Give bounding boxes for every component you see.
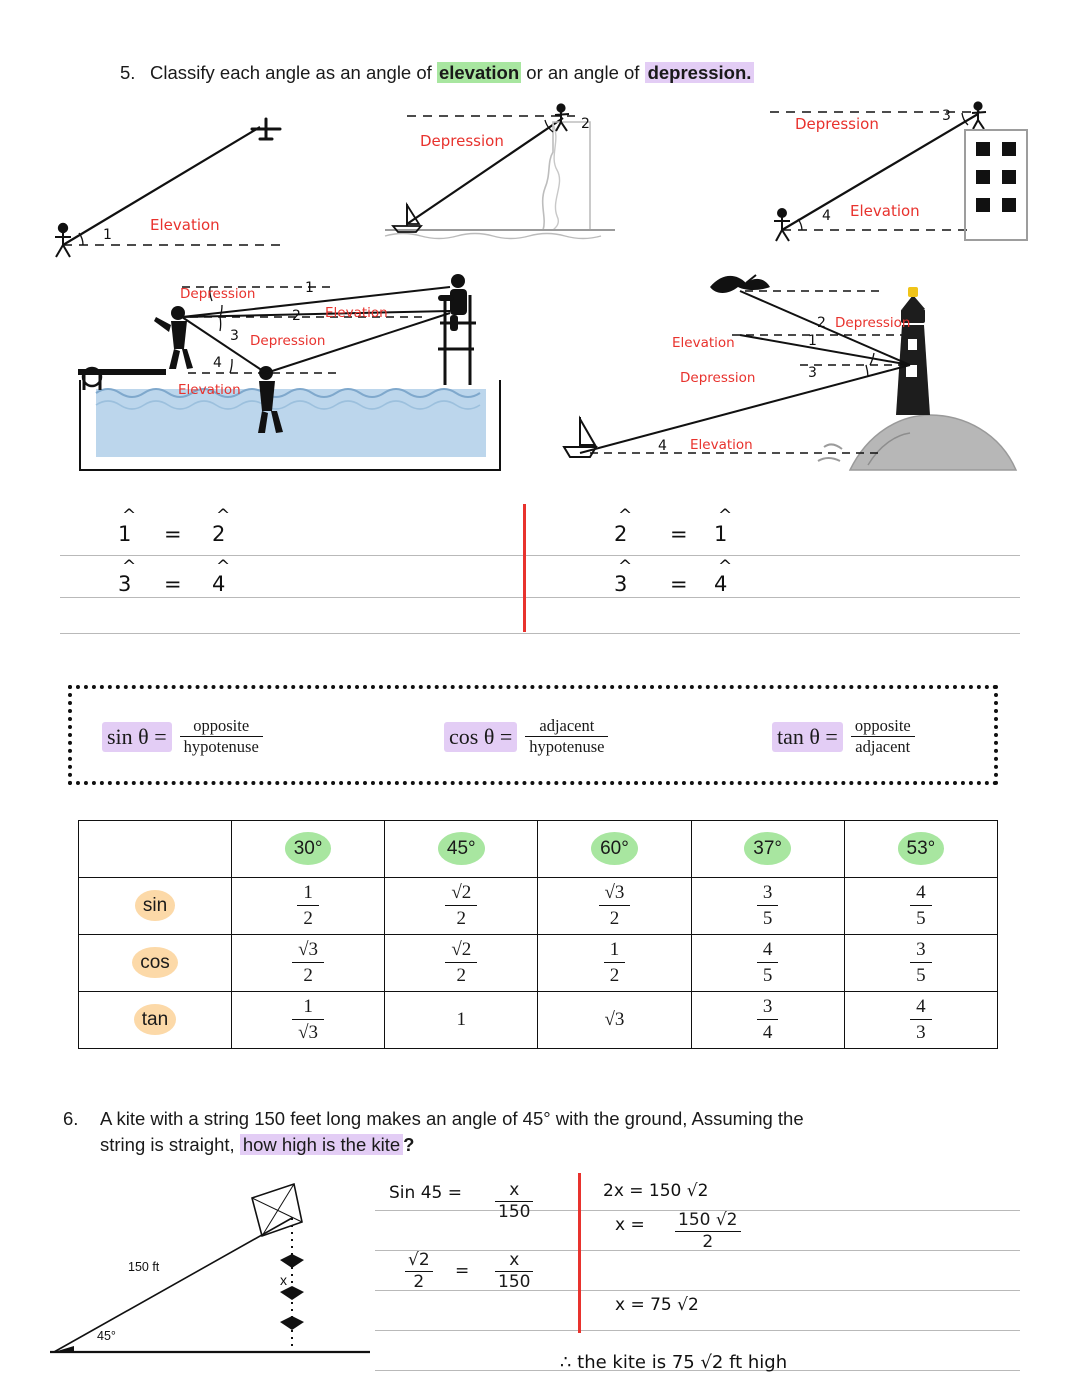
row-label-tan: tan: [79, 992, 232, 1049]
airplane-icon: [252, 119, 280, 139]
q5-highlight-elevation: elevation: [438, 62, 520, 83]
answer-left-2-lhs: 3: [118, 572, 132, 596]
table-header-row: [79, 821, 998, 878]
question-5-text: [150, 62, 754, 84]
work-frac-x-150-b: x 150: [495, 1251, 533, 1291]
ratio-tan-label: tan θ =: [772, 722, 843, 752]
q5-highlight-depression: depression.: [647, 62, 752, 83]
solution-conclusion: ∴ the kite is 75 √2 ft high: [560, 1352, 788, 1373]
cell-tan-37: $\frac{3}{4}$: [691, 992, 844, 1049]
label-depression-3: Depression: [795, 115, 879, 133]
hat-3b: ^: [718, 506, 733, 526]
table-col-45: 45°: [385, 821, 538, 878]
cell-cos-45: $\frac{√2}{2}$: [385, 935, 538, 992]
table-col-30: 30°: [232, 821, 385, 878]
answer-lines: [60, 500, 1020, 640]
label-depression-pool-3: Depression: [250, 333, 326, 349]
kite-height-label: x: [280, 1272, 287, 1288]
ratio-sin-numerator: opposite: [193, 716, 250, 735]
ratio-cos-denominator: hypotenuse: [525, 736, 608, 756]
diagram-pool-lifeguard: [70, 265, 510, 490]
work-frac-150sqrt2-2: 150 √2 2: [675, 1211, 741, 1251]
cell-sin-37: $\frac{3}{5}$: [691, 878, 844, 935]
ratio-cos-label: cos θ =: [444, 722, 517, 752]
cell-sin-60: $\frac{√3}{2}$: [538, 878, 691, 935]
work-red-divider: [578, 1173, 581, 1333]
cell-cos-30: $\frac{√3}{2}$: [232, 935, 385, 992]
q6-line2-highlight: how high is the kite: [240, 1134, 403, 1155]
cell-tan-60: √3: [538, 992, 691, 1049]
ratio-tan-denominator: adjacent: [851, 736, 915, 756]
person-ground-icon: [774, 209, 790, 241]
angle-number-pool-4: 4: [213, 355, 222, 371]
question-6-line1: A kite with a string 150 feet long makes an angle of 45° with the ground, Assuming the: [100, 1108, 804, 1129]
work-frac-sqrt2-2: √2 2: [405, 1251, 433, 1291]
work-x-eq: x =: [615, 1215, 645, 1235]
ratio-tan-numerator: opposite: [854, 716, 911, 735]
cell-tan-45: 1: [385, 992, 538, 1049]
cell-sin-45: $\frac{√2}{2}$: [385, 878, 538, 935]
diagram-kite: [40, 1170, 380, 1380]
diagram-cliff-boat: [385, 100, 615, 260]
work-frac-x-150: x 150: [495, 1181, 533, 1221]
ratio-sin-label: sin θ =: [102, 722, 172, 752]
ratio-tan: [772, 717, 915, 757]
answer-left-1-op: =: [164, 522, 182, 546]
angle-number-lh-3: 3: [808, 365, 817, 381]
label-depression-pool-1: Depression: [180, 286, 256, 302]
cell-sin-53: $\frac{4}{5}$: [844, 878, 997, 935]
row-label-cos: cos: [79, 935, 232, 992]
answer-right-2-lhs: 3: [614, 572, 628, 596]
person-on-cliff-icon: [555, 104, 569, 131]
hat-4b: ^: [718, 557, 733, 577]
cell-sin-30: $\frac{1}{2}$: [232, 878, 385, 935]
cell-cos-53: $\frac{3}{5}$: [844, 935, 997, 992]
cell-tan-30: $\frac{1}{√3}$: [232, 992, 385, 1049]
table-col-60: 60°: [538, 821, 691, 878]
work-equals: =: [455, 1261, 470, 1281]
ratio-cos: [444, 717, 608, 757]
row-label-sin: sin: [79, 878, 232, 935]
angle-number-1: 1: [103, 227, 112, 243]
ratio-cos-numerator: adjacent: [539, 716, 595, 735]
solution-work-area: [375, 1175, 1020, 1380]
table-row-sin: [79, 878, 998, 935]
answer-left-2-rhs: 4: [212, 572, 226, 596]
label-elevation-pool-4: Elevation: [178, 382, 241, 398]
angle-number-4: 4: [822, 208, 831, 224]
table-row-cos: [79, 935, 998, 992]
trig-values-table: [78, 820, 998, 1049]
label-elevation-lh-4: Elevation: [690, 437, 753, 453]
kite-string-label: 150 ft: [128, 1260, 160, 1274]
angle-number-lh-2: 2: [817, 315, 826, 331]
hat-4a: ^: [618, 557, 633, 577]
question-6-number: 6.: [63, 1108, 79, 1129]
cell-cos-37: $\frac{4}{5}$: [691, 935, 844, 992]
answer-left-1-lhs: 1: [118, 522, 132, 546]
hat-2b: ^: [216, 557, 231, 577]
answer-right-1-lhs: 2: [614, 522, 628, 546]
q5-text-middle: or an angle of: [521, 62, 645, 83]
q6-line2-after: ?: [403, 1134, 415, 1155]
work-sin45: Sin 45 =: [389, 1183, 462, 1203]
angle-number-pool-1: 1: [305, 280, 314, 296]
hat-3a: ^: [618, 506, 633, 526]
angle-number-3: 3: [942, 108, 951, 124]
angle-number-lh-4: 4: [658, 438, 667, 454]
label-elevation-lh-1: Elevation: [672, 335, 735, 351]
answer-right-1-op: =: [670, 522, 688, 546]
diagram-airplane: [45, 105, 345, 265]
label-depression-2: Depression: [420, 132, 504, 150]
red-divider: [523, 504, 526, 632]
angle-number-pool-3: 3: [230, 328, 239, 344]
label-depression-lh-3: Depression: [680, 370, 756, 386]
answer-right-1-rhs: 1: [714, 522, 728, 546]
hat-1b: ^: [216, 506, 231, 526]
label-elevation-1: Elevation: [150, 216, 220, 234]
table-corner-cell: [79, 821, 232, 878]
kite-angle-label: 45°: [97, 1329, 116, 1343]
hat-2a: ^: [122, 557, 137, 577]
diagram-lighthouse: [550, 265, 1030, 490]
answer-right-2-op: =: [670, 572, 688, 596]
answer-left-1-rhs: 2: [212, 522, 226, 546]
cell-cos-60: $\frac{1}{2}$: [538, 935, 691, 992]
q6-line2-before: string is straight,: [100, 1134, 240, 1155]
table-col-53: 53°: [844, 821, 997, 878]
ratio-sin: [102, 717, 263, 757]
diagram-building-person: [740, 100, 1030, 260]
table-row-tan: [79, 992, 998, 1049]
answer-right-2-rhs: 4: [714, 572, 728, 596]
question-5-number: 5.: [120, 62, 136, 83]
label-depression-lh-2: Depression: [835, 315, 911, 331]
cell-tan-53: $\frac{4}{3}$: [844, 992, 997, 1049]
angle-number-pool-2: 2: [292, 308, 301, 324]
label-elevation-4: Elevation: [850, 202, 920, 220]
angle-number-2: 2: [581, 116, 590, 132]
answer-left-2-op: =: [164, 572, 182, 596]
angle-number-lh-1: 1: [808, 333, 817, 349]
label-elevation-pool-2: Elevation: [325, 305, 388, 321]
question-6-line2: [100, 1134, 414, 1156]
trig-ratio-box: [68, 685, 998, 785]
q5-text-before: Classify each angle as an angle of: [150, 62, 437, 83]
hat-1a: ^: [122, 506, 137, 526]
work-2x-eq: 2x = 150 √2: [603, 1181, 709, 1201]
ratio-sin-denominator: hypotenuse: [180, 736, 263, 756]
work-x-final: x = 75 √2: [615, 1295, 699, 1315]
table-col-37: 37°: [691, 821, 844, 878]
